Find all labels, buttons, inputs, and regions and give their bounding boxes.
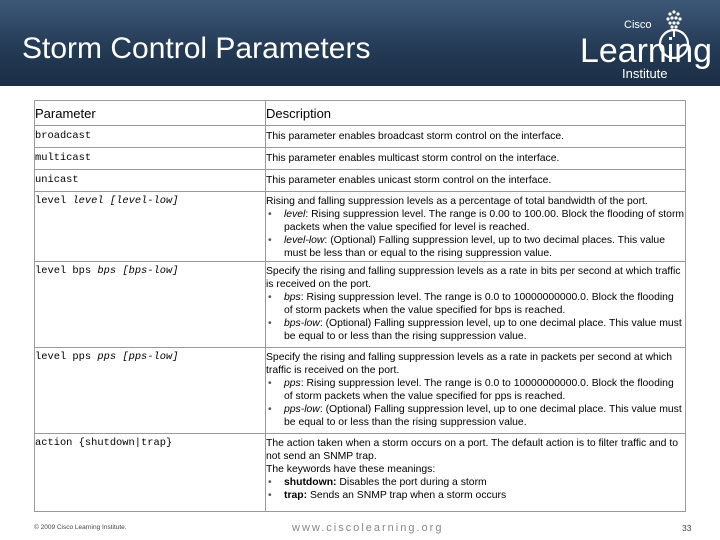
logo-brand: Cisco (624, 19, 652, 31)
table-row (35, 348, 686, 434)
param-name: broadcast (35, 130, 92, 142)
table-row (35, 126, 686, 148)
param-cell (35, 170, 266, 192)
table-row (35, 434, 686, 512)
param-arg: bps (97, 265, 117, 277)
desc-lead-2: The keywords have these meanings: (266, 464, 436, 475)
desc-cell (266, 148, 686, 170)
desc-text: This parameter enables broadcast storm control on the interface. (266, 131, 565, 142)
desc-cell (266, 126, 686, 148)
desc-text: This parameter enables unicast storm control on the interface. (266, 175, 552, 186)
desc-text: This parameter enables multicast storm control on the interface. (266, 153, 560, 164)
cisco-learning-institute-logo (576, 4, 716, 82)
table-row (35, 262, 686, 348)
footer-copyright: © 2009 Cisco Learning Institute. (34, 524, 127, 531)
bullet-term: bps (284, 292, 301, 303)
bullet-text: : (Optional) Falling suppression level, up to one decimal place. This value must be equal to or less than the rising suppression value. (284, 404, 682, 428)
desc-bullet (266, 234, 685, 260)
logo-sub: Institute (622, 66, 668, 81)
bullet-text: Disables the port during a storm (336, 477, 487, 488)
desc-bullet (266, 317, 685, 343)
table-row (35, 192, 686, 262)
bullet-text: : Rising suppression level. The range is 0.0 to 10000000000.0. Block the flooding of storm packets when the value specified for pps is reached. (284, 378, 674, 402)
param-cell (35, 148, 266, 170)
bullet-term: pps-low (284, 404, 320, 415)
bullet-text: : Rising suppression level. The range is 0.00 to 100.00. Block the flooding of storm packets when the value specified for level is reached. (284, 209, 685, 233)
desc-bullet (266, 291, 685, 317)
desc-lead: Specify the rising and falling suppression levels as a rate in bits per second at which traffic is received on the port. (266, 266, 681, 290)
param-optional: [level-low] (109, 195, 179, 207)
param-keyword: level (35, 195, 67, 207)
desc-bullet (266, 403, 685, 429)
slide-header (0, 0, 720, 86)
param-keyword: level pps (35, 351, 92, 363)
table-row (35, 148, 686, 170)
param-cell (35, 434, 266, 512)
desc-cell (266, 170, 686, 192)
bullet-term: bps-low (284, 318, 320, 329)
logo-word: Learning (580, 32, 712, 70)
param-cell (35, 126, 266, 148)
param-name: multicast (35, 152, 92, 164)
desc-bullet (266, 208, 685, 234)
footer-site-link[interactable]: www.ciscolearning.org (292, 522, 444, 534)
param-keyword: level bps (35, 265, 92, 277)
desc-bullet (266, 476, 685, 489)
bullet-text: Sends an SNMP trap when a storm occurs (307, 490, 507, 501)
header-description: Description (266, 101, 686, 126)
desc-lead: Rising and falling suppression levels as a percentage of total bandwidth of the port. (266, 196, 648, 207)
param-arg: pps (97, 351, 117, 363)
bullet-text: : (Optional) Falling suppression level, up to two decimal places. This value must be less than or equal to the rising suppression value. (284, 235, 665, 259)
desc-lead: The action taken when a storm occurs on a port. The default action is to filter traffic and to not send an SNMP trap. (266, 438, 678, 462)
desc-lead: Specify the rising and falling suppression levels as a rate in packets per second at which traffic is received on the port. (266, 352, 673, 376)
param-cell (35, 192, 266, 262)
param-name: action {shutdown|trap} (35, 437, 173, 449)
desc-cell (266, 348, 686, 434)
bullet-term: pps (284, 378, 301, 389)
table-header-row (35, 101, 686, 126)
desc-cell (266, 192, 686, 262)
bullet-term: shutdown: (284, 477, 337, 488)
header-parameter: Parameter (35, 101, 266, 126)
bullet-term: trap: (284, 490, 308, 501)
bullet-text: : (Optional) Falling suppression level, up to one decimal place. This value must be equal to or less than the rising suppression value. (284, 318, 682, 342)
table-row (35, 170, 686, 192)
bullet-term: level (284, 209, 306, 220)
bullet-term: level-low (284, 235, 325, 246)
slide-title: Storm Control Parameters (22, 32, 371, 65)
param-name: unicast (35, 174, 79, 186)
bullet-text: : Rising suppression level. The range is 0.0 to 10000000000.0. Block the flooding of storm packets when the value specified for bps is reached. (284, 292, 674, 316)
param-optional: [bps-low] (122, 265, 179, 277)
param-arg: level (72, 195, 104, 207)
desc-bullet (266, 377, 685, 403)
param-cell (35, 262, 266, 348)
param-cell (35, 348, 266, 434)
param-optional: [pps-low] (122, 351, 179, 363)
page-number: 33 (682, 523, 692, 533)
parameters-table (34, 100, 686, 512)
desc-cell (266, 262, 686, 348)
desc-cell (266, 434, 686, 512)
desc-bullet (266, 489, 685, 502)
